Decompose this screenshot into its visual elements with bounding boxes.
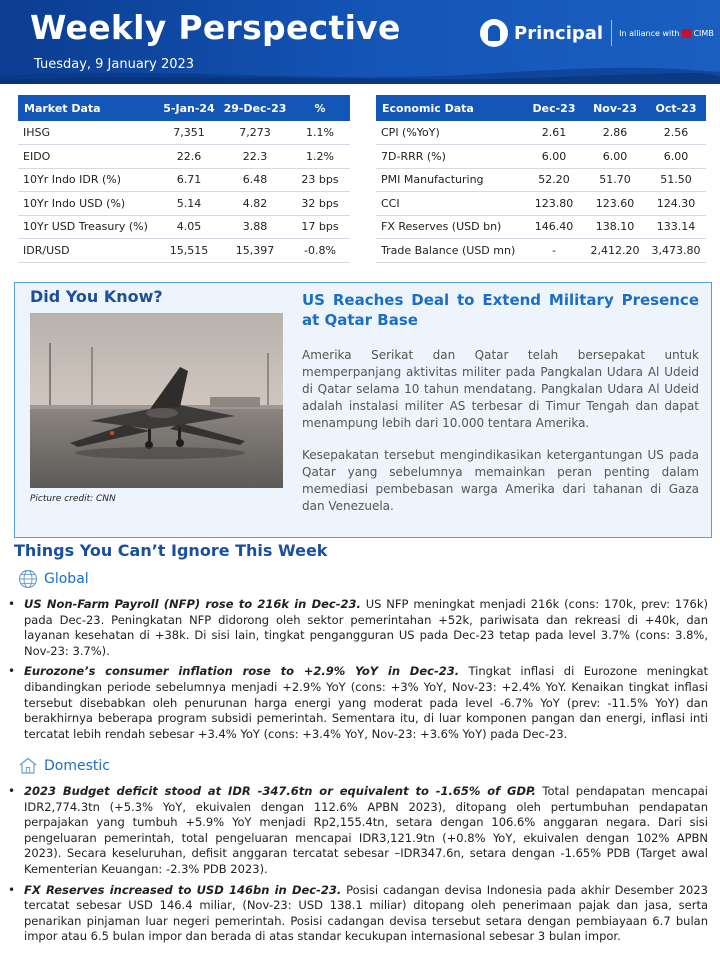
market-table-row bbox=[18, 239, 350, 263]
row-label: IDR/USD bbox=[18, 239, 158, 263]
cell-value: 3,473.80 bbox=[646, 239, 706, 263]
cell-value: 7,351 bbox=[158, 121, 220, 145]
market-data-table bbox=[18, 95, 350, 263]
cell-value: 4.05 bbox=[158, 215, 220, 239]
cell-value: 146.40 bbox=[524, 215, 584, 239]
cell-value: 6.71 bbox=[158, 168, 220, 192]
logo-divider bbox=[611, 20, 612, 46]
cell-value: 22.3 bbox=[220, 145, 290, 169]
article-paragraph: Kesepakatan tersebut mengindikasikan ketergantungan US pada Qatar yang sebelumnya memainkan peran penting dalam memediasi pembebasan warga Amerika dari tahanan di Gaza dan Venezuela. bbox=[302, 448, 699, 513]
house-icon bbox=[18, 756, 38, 776]
cell-value: 5.14 bbox=[158, 192, 220, 216]
market-col-header: % bbox=[290, 95, 350, 121]
cell-value: -0.8% bbox=[290, 239, 350, 263]
cell-value: 51.50 bbox=[646, 168, 706, 192]
cell-value: 1.2% bbox=[290, 145, 350, 169]
market-table-row bbox=[18, 215, 350, 239]
market-table-header bbox=[18, 95, 350, 121]
cell-value: 6.48 bbox=[220, 168, 290, 192]
news-body: Total pendapatan mencapai IDR2,774.3tn (+5.3% YoY, ekuivalen dengan 112.6% APBN 2023), ditopang oleh pertumbuhan pendapatan perpajakan yang tumbuh +5.9% YoY menjadi Rp2,155.4tn, setara dengan 106.6% anggaran negara. Dari sisi pengeluaran pemerintah, total pengeluaran mencapai IDR3,121.9tn (+0.8% YoY, ekuivalen dengan 102% APBN 2023). Secara keseluruhan, defisit anggaran tercatat sebesar –IDR347.6n, setara dengan -1.65% PDB (Target awal Kementerian Keuangan: -2.3% PDB 2023). bbox=[24, 784, 709, 876]
economic-col-header: Oct-23 bbox=[646, 95, 706, 121]
alliance-text bbox=[619, 29, 714, 38]
cell-value: 123.80 bbox=[524, 192, 584, 216]
row-label: EIDO bbox=[18, 145, 158, 169]
global-subheading bbox=[18, 569, 89, 589]
economic-table-row bbox=[376, 168, 706, 192]
economic-table-row bbox=[376, 145, 706, 169]
news-headline: 2023 Budget deficit stood at IDR -347.6tn or equivalent to -1.65% of GDP. bbox=[24, 784, 536, 798]
news-item bbox=[6, 784, 708, 878]
row-label: FX Reserves (USD bn) bbox=[376, 215, 524, 239]
news-headline: Eurozone’s consumer inflation rose to +2.9% YoY in Dec-23. bbox=[24, 664, 460, 679]
logo-name: Principal bbox=[514, 22, 604, 44]
cell-value: 32 bps bbox=[290, 192, 350, 216]
economic-table-row bbox=[376, 192, 706, 216]
news-body: Tingkat inflasi di Eurozone meningkat dibandingkan periode sebelumnya menjadi +2.9% YoY (cons: +3% YoY, Nov-23: +2.4% YoY. Kenaikan tingkat inflasi tersebut disebabkan oleh penurunan harga energi yang moderat pada level -6.7% YoY (prev: -11.5% YoY) dan berakhirnya beberapa program subsidi pemerintah. Sementara itu, di luar komponen pangan dan energi, inflasi inti tercatat lebih rendah sebesar +3.4% YoY (cons: +3.4% YoY, Nov-23: +3.6% YoY) pada Dec-23. bbox=[24, 664, 708, 741]
section-title: Things You Can’t Ignore This Week bbox=[14, 541, 328, 560]
news-body: Posisi cadangan devisa Indonesia pada akhir Desember 2023 tercatat sebesar USD 146.4 miliar, (Nov-23: USD 138.1 miliar) ditopang oleh penerimaan pajak dan jasa, serta penarikan pinjaman luar negeri pemerintah. Posisi cadangan devisa tersebut setara dengan pembiayaan 6.7 bulan impor atau 6.5 bulan impor dan berada di atas standar kecukupan internasional sebesar 3 bulan impor. bbox=[24, 882, 709, 944]
row-label: IHSG bbox=[18, 121, 158, 145]
principal-logo bbox=[480, 16, 714, 50]
cell-value: 2.86 bbox=[584, 121, 646, 145]
cimb-logo-icon bbox=[682, 29, 691, 38]
cell-value: 15,515 bbox=[158, 239, 220, 263]
news-body: US NFP meningkat menjadi 216k (cons: 170k, prev: 176k) pada Dec-23. Peningkatan NFP didorong oleh sektor pemerintahan +52k, pariwisata dan rekreasi di +40k, dan layanan kesehatan di +38k. Di sisi lain, tingkat pengangguran US pada Dec-23 tetap pada level 3.7% (cons: 3.8%, Nov-23: 3.7%). bbox=[24, 597, 708, 658]
market-table-row bbox=[18, 121, 350, 145]
news-item bbox=[6, 883, 708, 945]
global-news-list bbox=[6, 597, 708, 747]
page-title: Weekly Perspective bbox=[30, 8, 401, 47]
domestic-subheading bbox=[18, 756, 110, 776]
market-table-row bbox=[18, 145, 350, 169]
cell-value: 1.1% bbox=[290, 121, 350, 145]
row-label: CPI (%YoY) bbox=[376, 121, 524, 145]
row-label: Trade Balance (USD mn) bbox=[376, 239, 524, 263]
article-paragraph: Amerika Serikat dan Qatar telah bersepakat untuk memperpanjang aktivitas militer pada Pangkalan Udara Al Udeid di Qatar selama 10 tahun mendatang. Pangkalan Udara Al Udeid adalah instalasi militer AS terbesar di Timur Tengah dan dapat menampung lebih dari 10.000 tentara Amerika. bbox=[302, 348, 699, 430]
did-you-know-title: Did You Know? bbox=[30, 287, 163, 306]
fighter-jet-image bbox=[30, 313, 283, 488]
global-label: Global bbox=[44, 571, 89, 587]
cell-value: 4.82 bbox=[220, 192, 290, 216]
domestic-news-list bbox=[6, 784, 708, 950]
domestic-label: Domestic bbox=[44, 758, 110, 774]
row-label: 10Yr Indo USD (%) bbox=[18, 192, 158, 216]
cell-value: 133.14 bbox=[646, 215, 706, 239]
alliance-label: In alliance with bbox=[619, 28, 680, 38]
market-col-header: Market Data bbox=[18, 95, 158, 121]
row-label: PMI Manufacturing bbox=[376, 168, 524, 192]
market-table-row bbox=[18, 192, 350, 216]
economic-col-header: Economic Data bbox=[376, 95, 524, 121]
partner-name: CIMB bbox=[693, 28, 714, 38]
cell-value: 6.00 bbox=[524, 145, 584, 169]
cell-value: 123.60 bbox=[584, 192, 646, 216]
article-title: US Reaches Deal to Extend Military Presence at Qatar Base bbox=[302, 291, 699, 329]
news-item bbox=[6, 597, 708, 659]
market-col-header: 5-Jan-24 bbox=[158, 95, 220, 121]
globe-icon bbox=[18, 569, 38, 589]
economic-table-header bbox=[376, 95, 706, 121]
cell-value: 17 bps bbox=[290, 215, 350, 239]
report-date: Tuesday, 9 January 2023 bbox=[34, 57, 195, 72]
economic-table-row bbox=[376, 215, 706, 239]
cell-value: 51.70 bbox=[584, 168, 646, 192]
cell-value: - bbox=[524, 239, 584, 263]
header-banner bbox=[0, 0, 720, 84]
cell-value: 124.30 bbox=[646, 192, 706, 216]
economic-col-header: Dec-23 bbox=[524, 95, 584, 121]
cell-value: 3.88 bbox=[220, 215, 290, 239]
row-label: 10Yr Indo IDR (%) bbox=[18, 168, 158, 192]
cell-value: 2.56 bbox=[646, 121, 706, 145]
principal-logo-icon bbox=[480, 19, 508, 47]
row-label: CCI bbox=[376, 192, 524, 216]
news-item bbox=[6, 664, 708, 742]
row-label: 7D-RRR (%) bbox=[376, 145, 524, 169]
cell-value: 52.20 bbox=[524, 168, 584, 192]
photo-credit: Picture credit: CNN bbox=[30, 494, 116, 504]
news-headline: FX Reserves increased to USD 146bn in Dec-23. bbox=[24, 882, 342, 897]
did-you-know-box bbox=[14, 282, 712, 538]
economic-data-table bbox=[376, 95, 706, 263]
cell-value: 22.6 bbox=[158, 145, 220, 169]
cell-value: 138.10 bbox=[584, 215, 646, 239]
economic-table-row bbox=[376, 239, 706, 263]
economic-col-header: Nov-23 bbox=[584, 95, 646, 121]
cell-value: 6.00 bbox=[646, 145, 706, 169]
cell-value: 6.00 bbox=[584, 145, 646, 169]
cell-value: 2.61 bbox=[524, 121, 584, 145]
news-headline: US Non-Farm Payroll (NFP) rose to 216k in Dec-23. bbox=[24, 597, 361, 611]
cell-value: 7,273 bbox=[220, 121, 290, 145]
fighter-jet-photo bbox=[30, 313, 283, 488]
market-table-row bbox=[18, 168, 350, 192]
cell-value: 15,397 bbox=[220, 239, 290, 263]
economic-table-row bbox=[376, 121, 706, 145]
row-label: 10Yr USD Treasury (%) bbox=[18, 215, 158, 239]
market-col-header: 29-Dec-23 bbox=[220, 95, 290, 121]
cell-value: 23 bps bbox=[290, 168, 350, 192]
cell-value: 2,412.20 bbox=[584, 239, 646, 263]
